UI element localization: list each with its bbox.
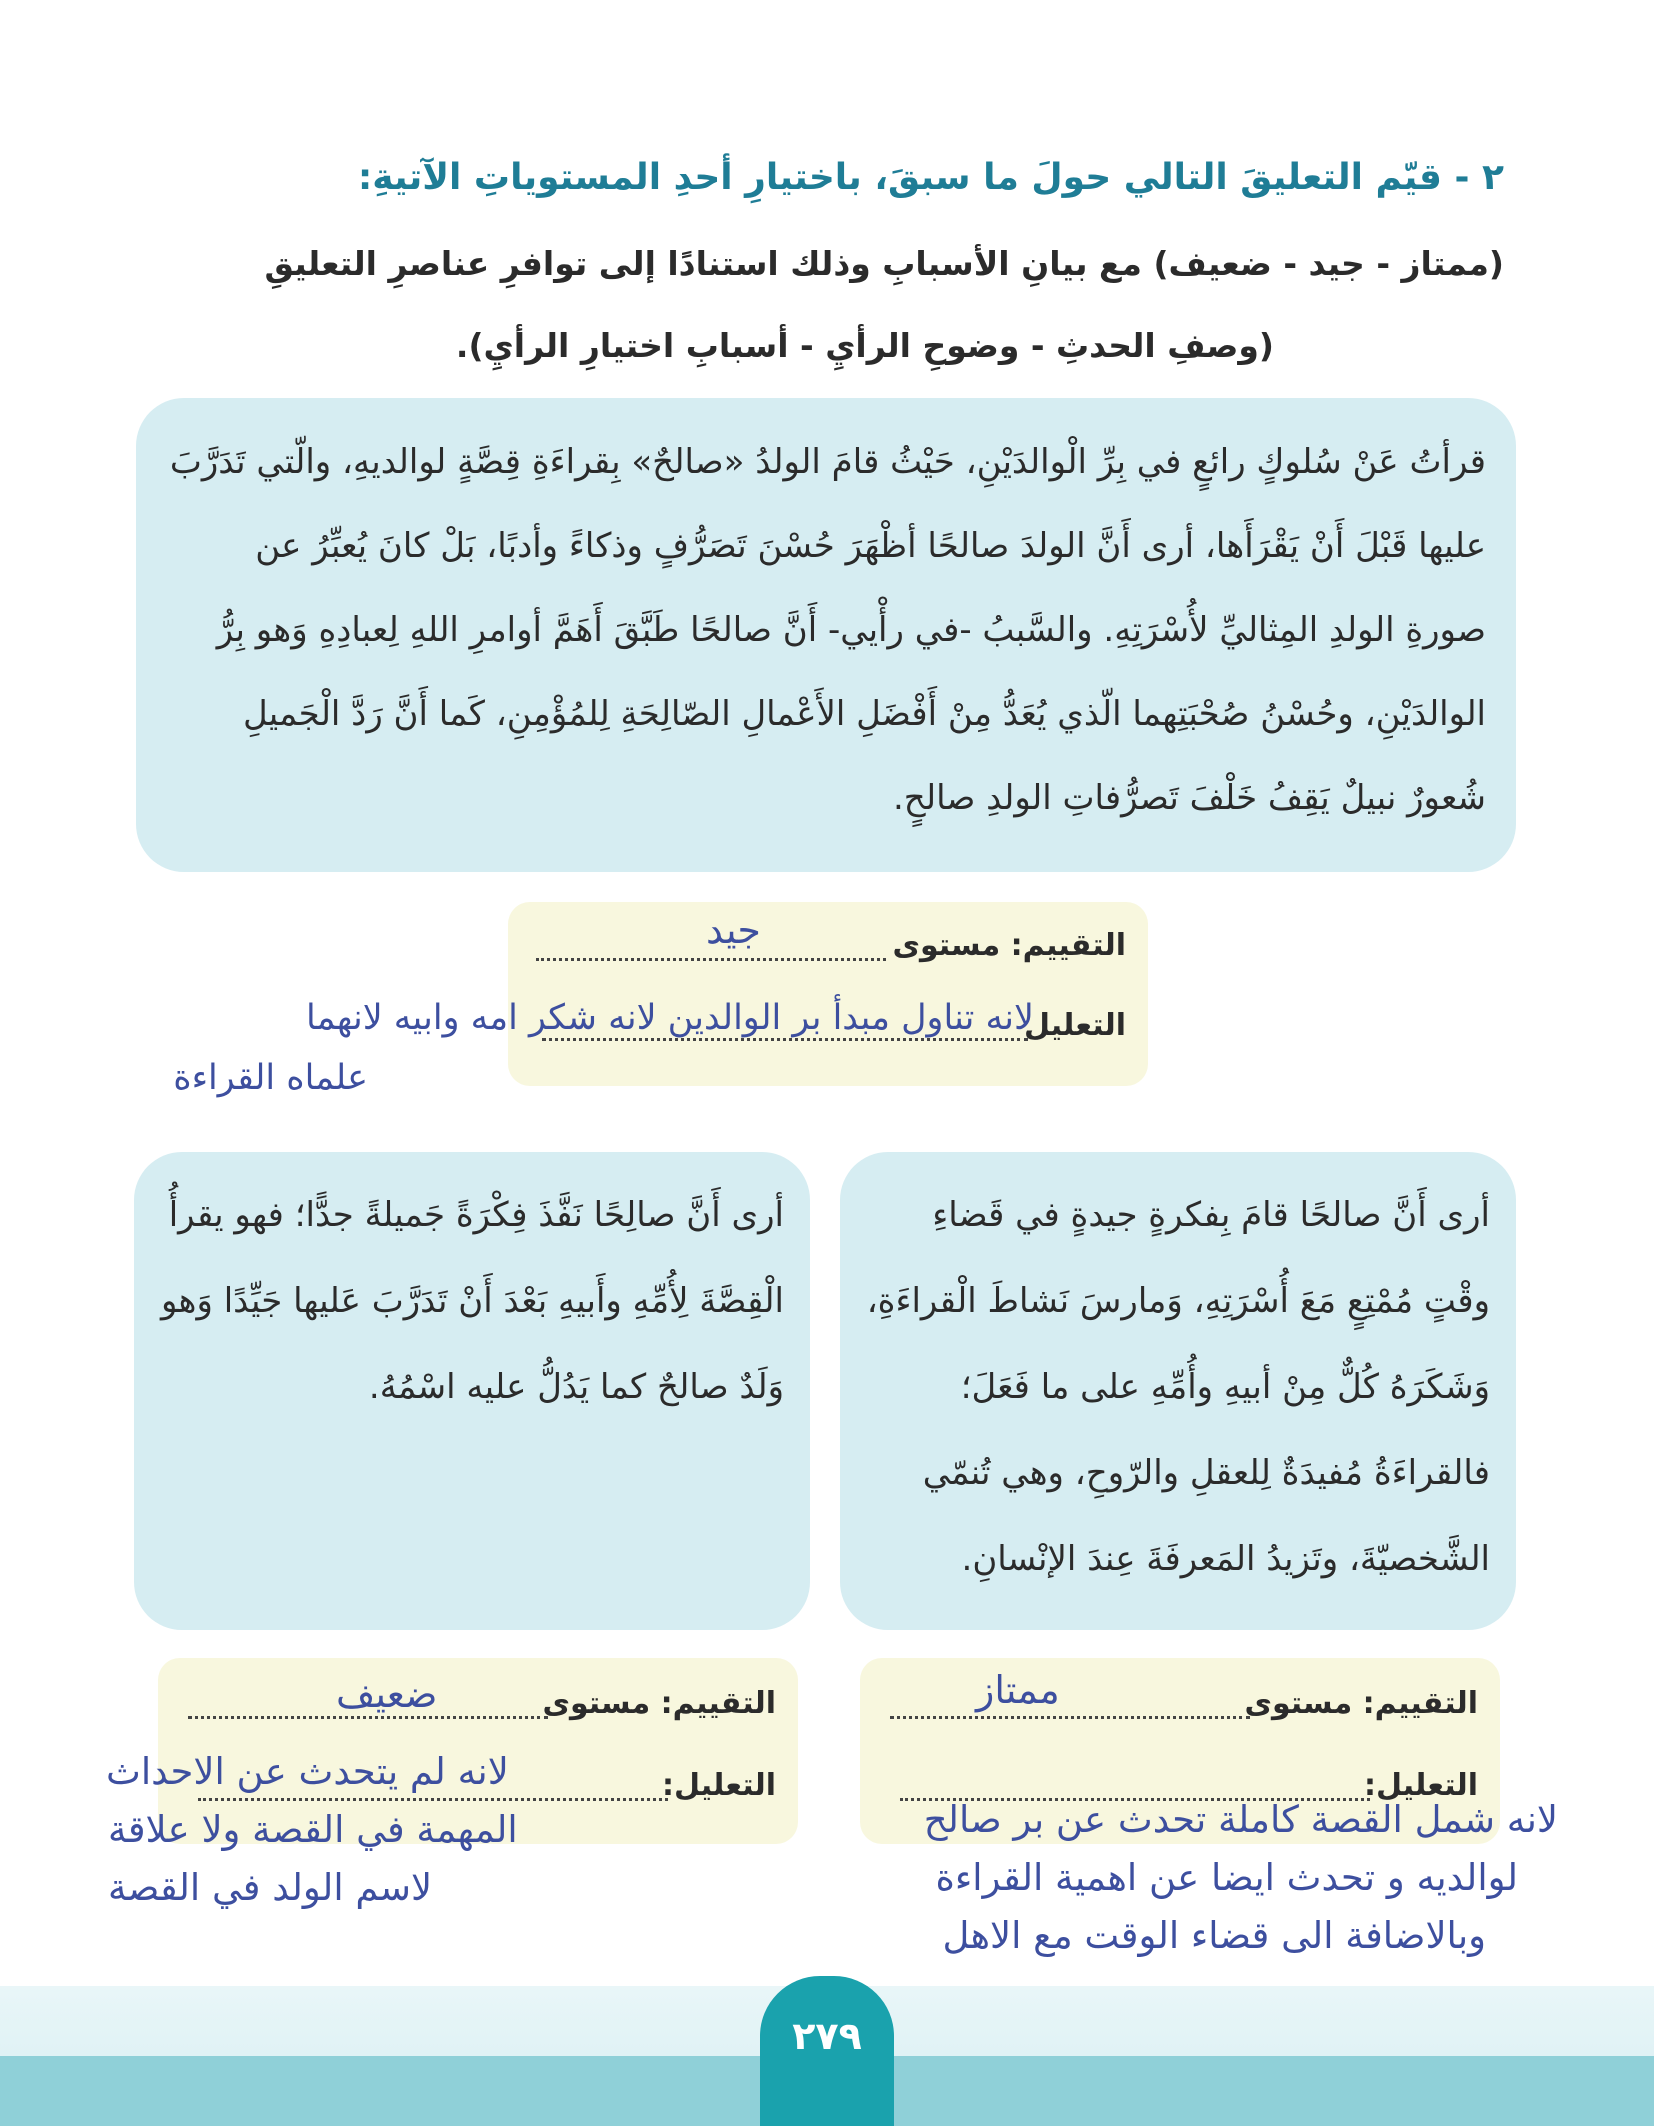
right-handwritten-reason-line-1: لانه شمل القصة كاملة تحدث عن بر صالح bbox=[923, 1798, 1558, 1841]
handwritten-level-answer: جيد bbox=[706, 908, 761, 952]
left-level-answer-line[interactable] bbox=[188, 1716, 548, 1719]
question-instructions: (ممتاز - جيد - ضعيف) مع بيانِ الأسبابِ وذلك استنادًا إلى توافرِ عناصرِ التعليقِ bbox=[264, 244, 1504, 283]
page-number: ٢٧٩ bbox=[792, 2014, 862, 2058]
right-handwritten-reason-line-2: لوالديه و تحدث ايضا عن اهمية القراءة bbox=[935, 1856, 1518, 1899]
left-handwritten-reason-line-1: لانه لم يتحدث عن الاحداث bbox=[106, 1750, 509, 1793]
page-number-tab bbox=[760, 1976, 894, 2126]
right-comment-text: أرى أَنَّ صالحًا قامَ بِفكرةٍ جيدةٍ في قَضاءِ وقْتٍ مُمْتِعٍ مَعَ أُسْرَتِهِ، وَمارسَ نَشاطَ الْقراءَةِ، وَشَكَرَهُ كُلٌّ مِنْ أبيهِ وأُمِّهِ على ما فَعَلَ؛ فالقراءَةُ مُفيدَةٌ لِلعقلِ والرّوحِ، وهي تُنمّي الشَّخصيّةَ، وتَزيدُ المَعرفَةَ عِندَ الإنْسانِ. bbox=[866, 1195, 1490, 1579]
left-level-label: التقييم: مستوى bbox=[542, 1686, 776, 1721]
level-answer-line[interactable] bbox=[536, 958, 886, 961]
handwritten-reason-line-1: لانه تناول مبدأ بر الوالدين لانه شكر امه وابيه لانهما bbox=[305, 998, 1034, 1038]
left-comment-box bbox=[134, 1152, 810, 1630]
left-comment-text: أرى أَنَّ صالِحًا نَفَّذَ فِكْرَةً جَميلةً جدًّا؛ فهو يقرأُ الْقِصَّةَ لِأُمِّهِ وأَبيهِ بَعْدَ أَنْ تَدَرَّبَ عَليها جَيِّدًا وَهو وَلَدٌ صالحٌ كما يَدُلُّ عليه اسْمُهُ. bbox=[160, 1195, 784, 1407]
right-handwritten-level-answer: ممتاز bbox=[976, 1668, 1060, 1712]
right-handwritten-reason-line-3: وبالاضافة الى قضاء الوقت مع الاهل bbox=[942, 1914, 1486, 1957]
right-level-label: التقييم: مستوى bbox=[1244, 1686, 1478, 1721]
left-handwritten-reason-line-3: لاسم الولد في القصة bbox=[108, 1866, 433, 1909]
level-label: التقييم: مستوى bbox=[892, 928, 1126, 963]
left-handwritten-reason-line-2: المهمة في القصة ولا علاقة bbox=[108, 1808, 518, 1851]
question-elements: (وصفِ الحدثِ - وضوحِ الرأيِ - أسبابِ اختيارِ الرأيِ). bbox=[455, 326, 1274, 365]
left-handwritten-level-answer: ضعيف bbox=[336, 1672, 438, 1716]
main-comment-text: قرأتُ عَنْ سُلوكٍ رائعٍ في بِرِّ الْوالدَيْنِ، حَيْثُ قامَ الولدُ «صالحٌ» بِقراءَةِ قِصَّةٍ لوالديهِ، والّتي تَدَرَّبَ عليها قَبْلَ أَنْ يَقْرَأَها، أرى أَنَّ الولدَ صالحًا أظْهَرَ حُسْنَ تَصَرُّفٍ وذكاءً وأدبًا، بَلْ كانَ يُعبِّرُ عن صورةِ الولدِ المِثاليِّ لأُسْرَتِهِ. والسَّببُ -في رأْيي- أَنَّ صالحًا طَبَّقَ أَهَمَّ أوامرِ اللهِ لِعبادِهِ وَهو بِرُّ الوالدَيْنِ، وحُسْنُ صُحْبَتِهما الّذي يُعَدُّ مِنْ أَفْضَلِ الأَعْمالِ الصّالِحَةِ لِلمُؤْمِنِ، كَما أَنَّ رَدَّ الْجَميلِ شُعورٌ نبيلٌ يَقِفُ خَلْفَ تَصرُّفاتِ الولدِ صالحٍ. bbox=[169, 442, 1486, 818]
main-evaluation-box bbox=[508, 902, 1148, 1086]
main-comment-box bbox=[136, 398, 1516, 872]
left-reason-answer-line[interactable] bbox=[198, 1798, 668, 1801]
left-reason-label: التعليل: bbox=[662, 1768, 776, 1803]
right-level-answer-line[interactable] bbox=[890, 1716, 1250, 1719]
reason-answer-line[interactable] bbox=[542, 1038, 1028, 1041]
reason-label: التعليل bbox=[1024, 1008, 1126, 1043]
question-title: ٢ - قيّم التعليقَ التالي حولَ ما سبقَ، باختيارِ أحدِ المستوياتِ الآتيةِ: bbox=[357, 157, 1504, 198]
handwritten-reason-line-2: علماه القراءة bbox=[173, 1058, 368, 1098]
right-reason-label: التعليل: bbox=[1364, 1768, 1478, 1803]
right-comment-box bbox=[840, 1152, 1516, 1630]
